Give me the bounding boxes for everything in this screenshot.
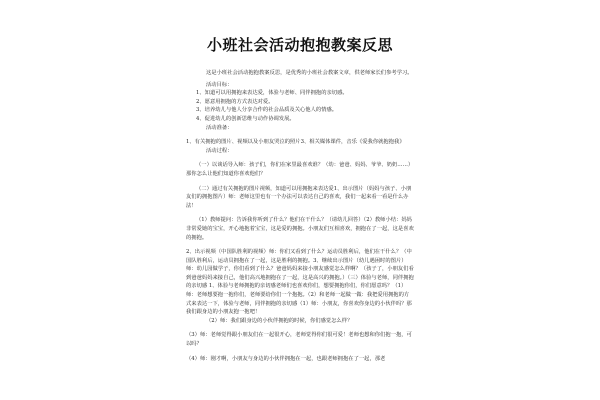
paragraph: （二）通过有关拥抱的图片视频，知道可以用拥抱来表达爱1、出示图片（妈妈与孩子、小朋友们的拥抱图片）师：老师这里也有一个办法可以表达自己的喜欢，我们一起来看一看是什么办法！ [186,185,412,209]
paragraph: 4、促进幼儿的创新思维与动作协调发展。 [196,115,295,122]
paragraph: （3）师：老师觉得跟小朋友们在一起很开心，老师觉得你们很可爱！老师也想和你们抱一抱，可以吗？ [186,332,412,348]
paragraph: 3、培养幼儿与他人分享合作的社会品质及关心他人的情感。 [196,107,338,114]
paragraph: 活动准备： [206,124,233,131]
paragraph: （2）师：我们跟身边的小伙伴拥抱的时候，你们感觉怎么样？ [206,317,353,324]
paragraph: 2、出示视频（中国队胜利的视频）师：你们又看到了什么？运动员胜利后，他们在干什么？（中国队胜利后，运动员拥抱在了一起，这是胜利的拥抱。3、继续出示图片（幼儿遇困时的图片）师：幼儿园做学子，你们看到了什么？爸爸妈妈来接小朋友感觉怎么样啊？（孩子了，小朋友们看到爸爸妈妈来接自己，他们高兴地拥抱在了一起，这是高兴的拥抱。）（三）体验与老师，同伴拥抱的亲切感 1、体验与老师拥抱的亲切感老师们也喜欢你们，想要拥抱你们，你们愿意吗？（1）师：老师想要抱一抱你们，老师要给你们一个抱抱。（2）和老师一起做一做：我把爱用拥抱的方式来表达一下，体验与老师，同伴拥抱的亲切感（1）师：小朋友，你喜欢你身边的小伙伴吗？那我们跟身边的小朋友抱一抱吧！ [186,249,414,316]
paragraph: （1）教师提问：告诉我你听到了什么？他们在干什么？（请幼儿回答）（2）教师小结：妈妈非常爱她的宝宝，开心地抱着宝宝，这是爱的拥抱。小朋友们互相喜欢，拥抱在了一起，这是喜欢的拥抱。 [186,217,414,241]
paragraph: 1、知道可以用拥抱来表达爱，体验与老师、同伴拥抱的亲切感。 [196,90,348,97]
paragraph: 活动过程： [206,147,233,154]
paragraph: 1、有关拥抱的图片、视频以及小朋友哭泣的照片3、相关媒体课件，音乐《爱我你就抱抱我》 [186,139,405,146]
paragraph: 这是小班社会活动抱抱教案反思，是优秀的小班社会教案文章，供老师家长们参考学习。 [206,70,413,76]
paragraph: 活动目标： [206,81,233,88]
document-title: 小班社会活动抱抱教案反思 [206,36,393,54]
paragraph: （一）以谈话导入师：孩子们，你们在家里最喜欢谁？（幼：爸爸、妈妈、爷爷、奶奶……）那你怎么让他们知道你喜欢他们？ [186,162,414,177]
paragraph: 2、愿意用拥抱的方式表达对爱。 [196,98,274,105]
document-body [186,69,414,363]
paragraph: （4）师：刚才啊，小朋友与身边的小伙伴拥抱在一起，也跟老师拥抱在了一起，那老 [186,355,386,362]
